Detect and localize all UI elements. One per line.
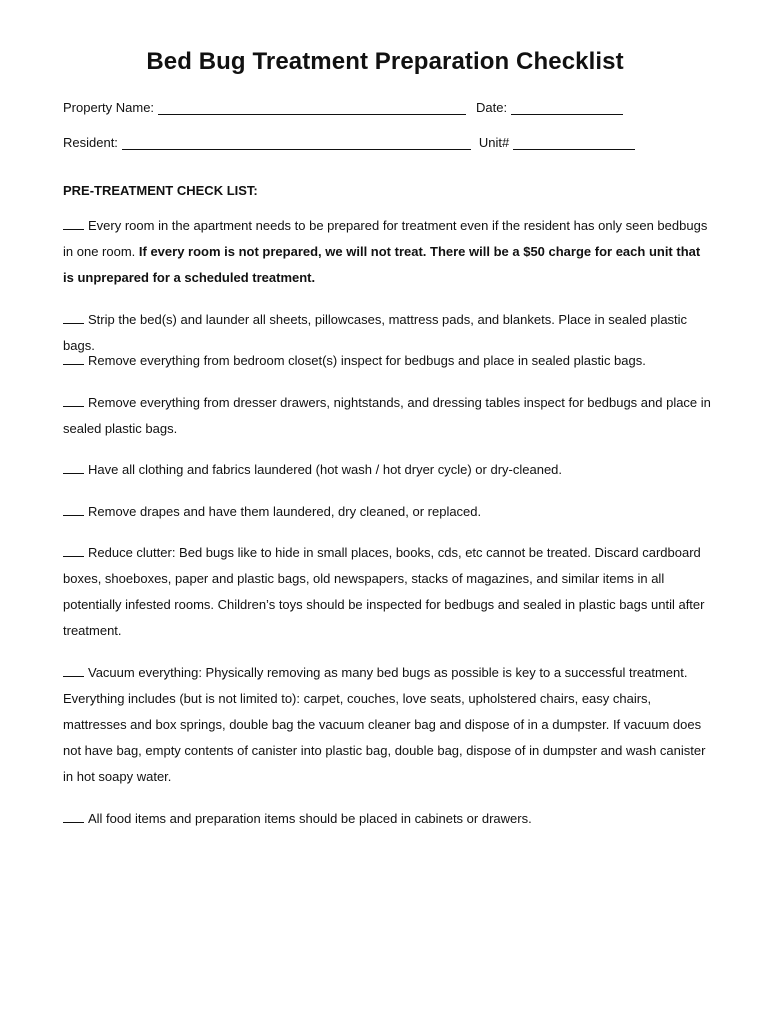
- checklist-item: [63, 390, 713, 442]
- section-heading: PRE-TREATMENT CHECK LIST:: [63, 183, 258, 198]
- check-blank[interactable]: [63, 810, 84, 823]
- property-name-field[interactable]: [158, 101, 466, 115]
- item-text: Vacuum everything: Physically removing as many bed bugs as possible is key to a successful treatment. Everything includes (but is not limited to): carpet, couches, love seats, upholstered chairs, easy chairs, mattresses and box springs, double bag the vacuum cleaner bag and dispose of in a dumpster. If vacuum does not have bag, empty contents of canister into plastic bag, double bag, dispose of in dumpster and wash canister in hot soapy water.: [63, 665, 706, 784]
- resident-unit-row: [63, 135, 635, 150]
- checklist-item: [63, 806, 713, 832]
- item-text: Every room in the apartment needs to be prepared for treatment even if the resident has only seen bedbugs in one room.: [63, 218, 708, 259]
- item-text: All food items and preparation items should be placed in cabinets or drawers.: [88, 811, 532, 826]
- check-blank[interactable]: [63, 664, 84, 677]
- checklist-item: [63, 457, 713, 483]
- checklist-item: [63, 348, 713, 374]
- check-blank[interactable]: [63, 352, 84, 365]
- check-blank[interactable]: [63, 544, 84, 557]
- checklist-item: [63, 213, 713, 291]
- item-text: Have all clothing and fabrics laundered (hot wash / hot dryer cycle) or dry-cleaned.: [88, 462, 563, 477]
- date-field[interactable]: [511, 101, 623, 115]
- resident-label: Resident:: [63, 135, 118, 150]
- check-blank[interactable]: [63, 461, 84, 474]
- item-text: Remove everything from bedroom closet(s) inspect for bedbugs and place in sealed plastic bags.: [88, 353, 646, 368]
- item-text: Remove everything from dresser drawers, nightstands, and dressing tables inspect for bedbugs and place in sealed plastic bags.: [63, 395, 711, 436]
- check-blank[interactable]: [63, 311, 84, 324]
- item-text: Remove drapes and have them laundered, dry cleaned, or replaced.: [88, 504, 482, 519]
- check-blank[interactable]: [63, 503, 84, 516]
- property-name-label: Property Name:: [63, 100, 155, 115]
- item-text: Strip the bed(s) and launder all sheets, pillowcases, mattress pads, and blankets. Place in sealed plastic bags.: [63, 312, 688, 353]
- checklist-item: [63, 540, 713, 644]
- item-bold-text: If every room is not prepared, we will not treat. There will be a $50 charge for each unit that is unprepared for a scheduled treatment.: [63, 244, 701, 285]
- check-blank[interactable]: [63, 217, 84, 230]
- date-label: Date:: [476, 100, 508, 115]
- unit-label: Unit#: [478, 135, 510, 150]
- check-blank[interactable]: [63, 394, 84, 407]
- resident-field[interactable]: [122, 136, 471, 150]
- item-text: Reduce clutter: Bed bugs like to hide in small places, books, cds, etc cannot be treated. Discard cardboard boxes, shoeboxes, paper and plastic bags, old newspapers, stacks of magazines, and similar items in all potentially infested rooms. Children’s toys should be inspected for bedbugs and sealed in plastic bags until after treatment.: [63, 545, 705, 638]
- checklist-item: [63, 499, 713, 525]
- page-title: Bed Bug Treatment Preparation Checklist: [146, 48, 624, 75]
- unit-field[interactable]: [513, 136, 635, 150]
- checklist-item: [63, 660, 713, 790]
- property-date-row: [63, 100, 623, 115]
